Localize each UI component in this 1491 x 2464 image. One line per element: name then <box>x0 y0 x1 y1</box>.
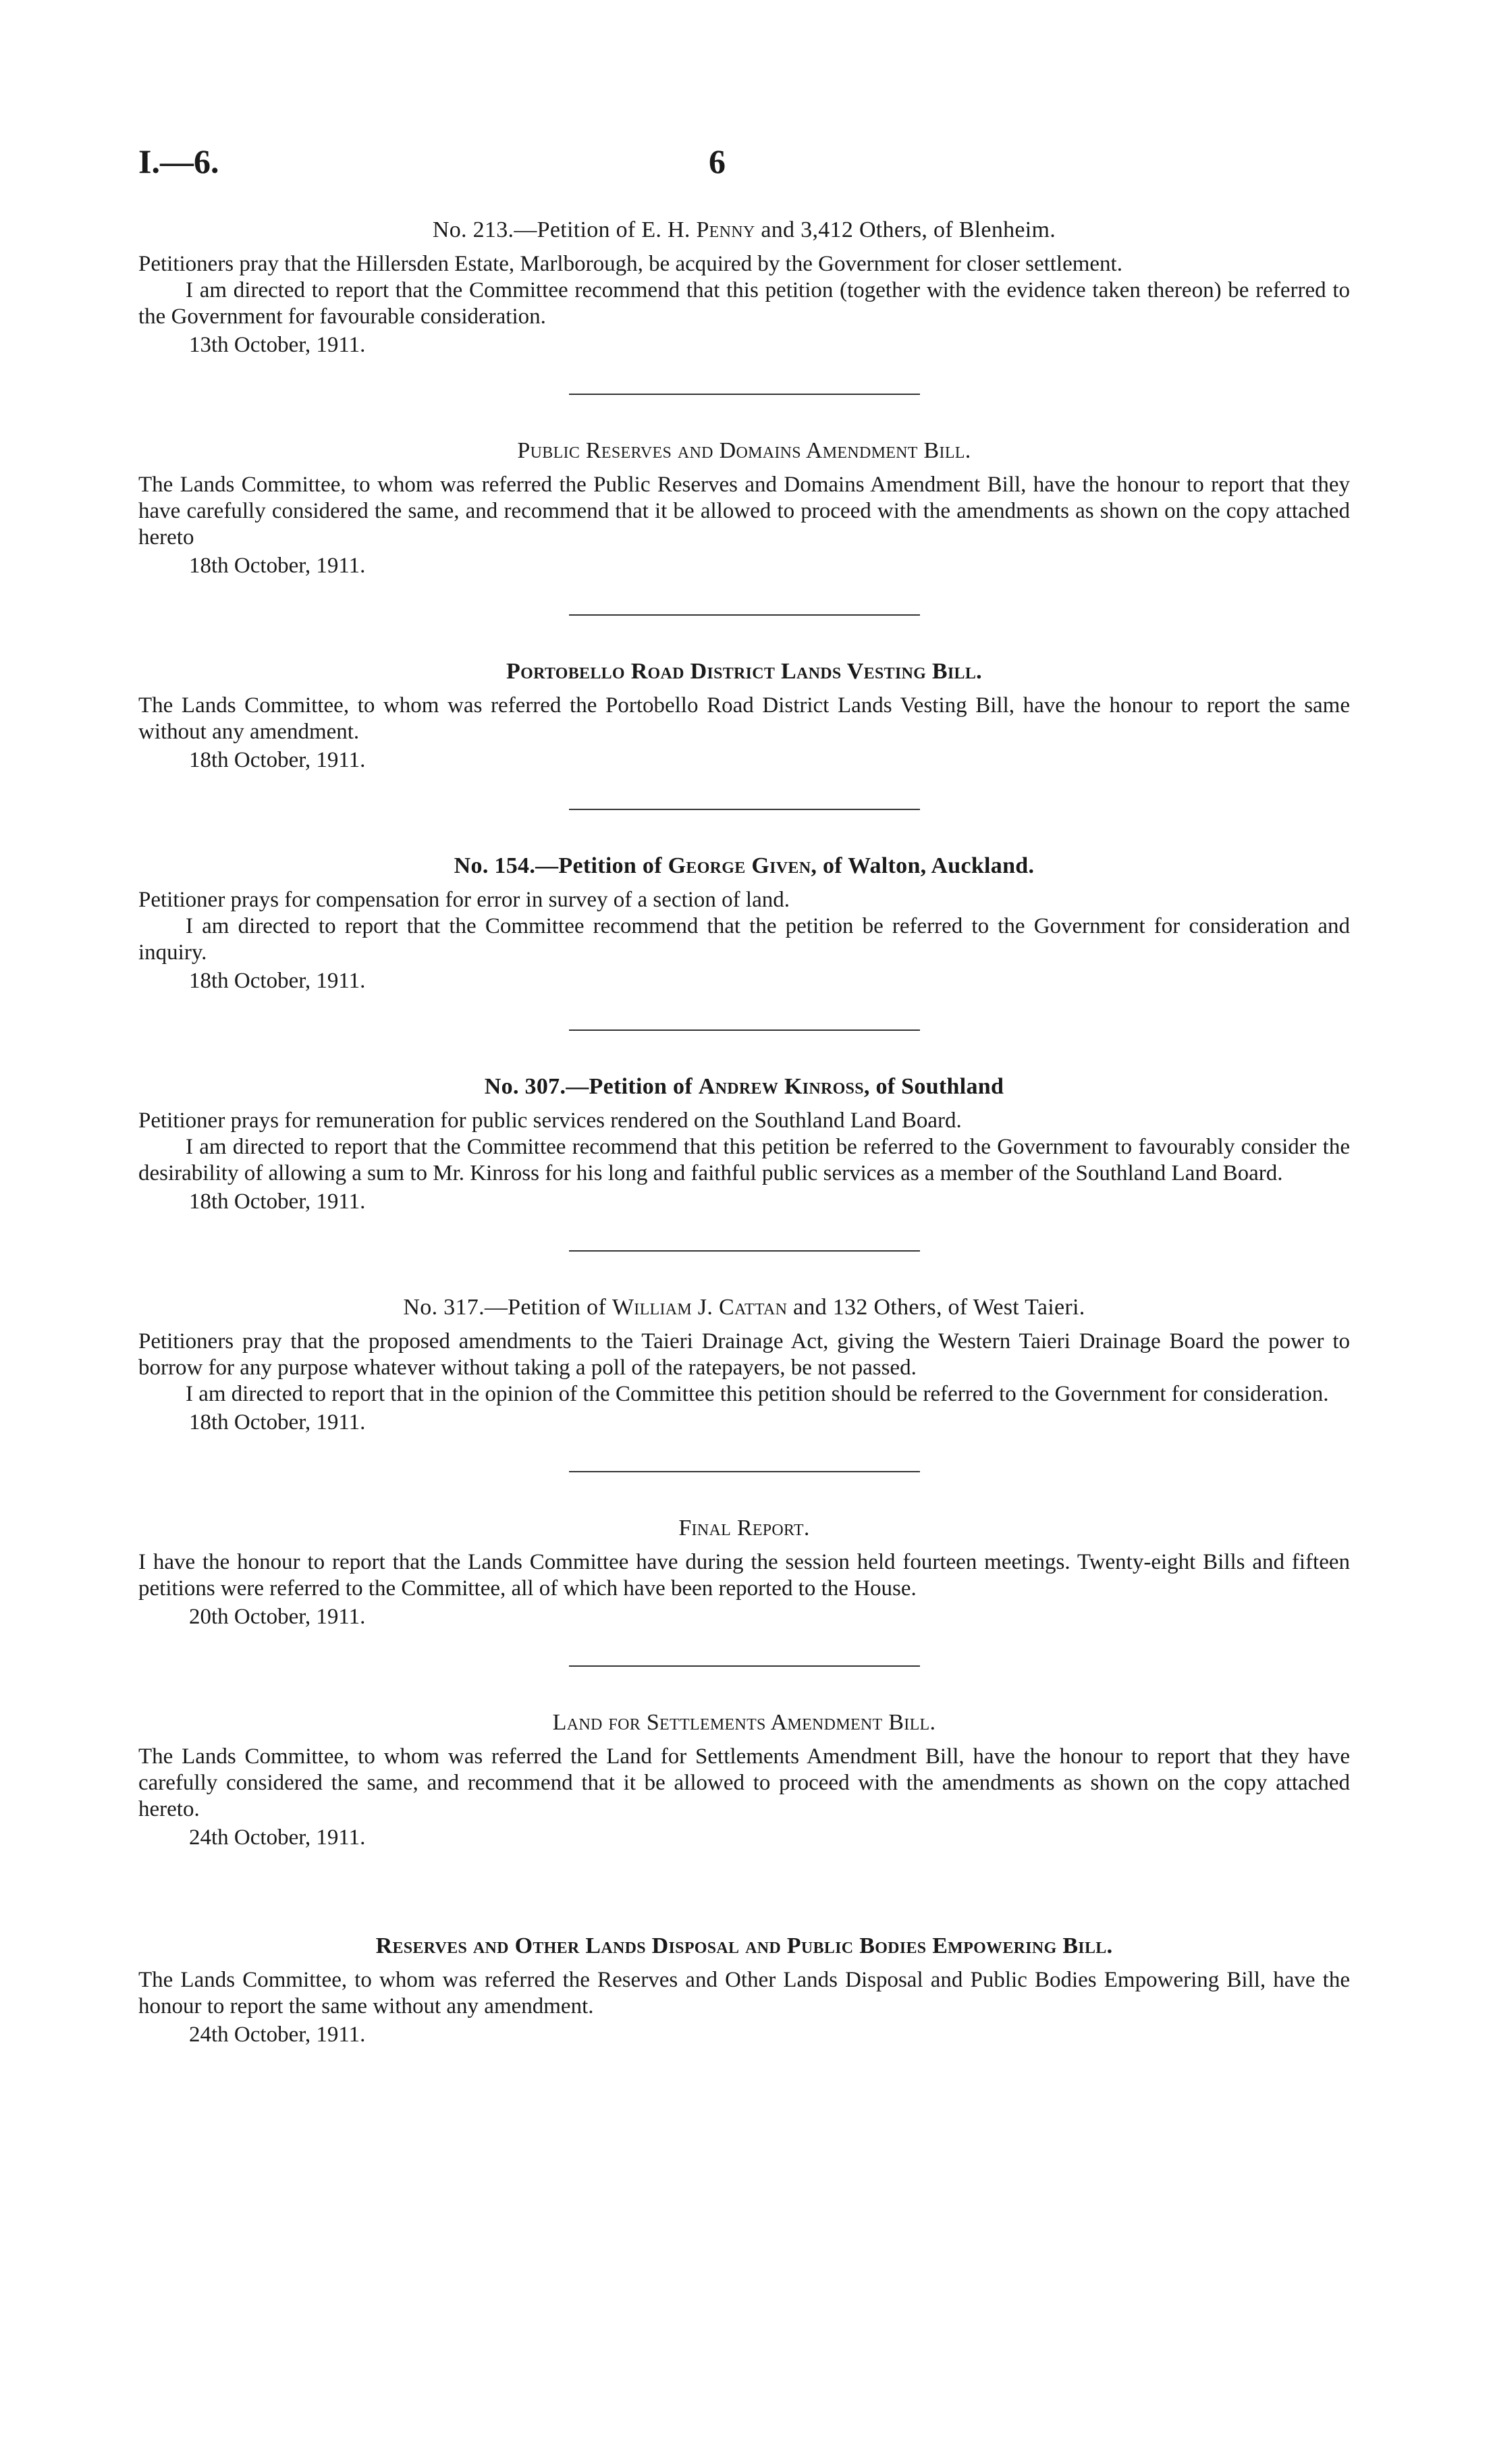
document-reference: I.—6. <box>138 142 219 180</box>
prayer-paragraph: Petitioner prays for remuneration for public services rendered on the Southland Land Board. <box>138 1108 962 1133</box>
petitioner-name: Andrew Kinross <box>698 1074 864 1099</box>
section-title: No. 317.—Petition of William J. Cattan and 132 Others, of West Taieri. <box>403 1295 1085 1320</box>
petition-154-section <box>138 852 1350 994</box>
section-title: Portobello Road District Lands Vesting Bill. <box>506 659 982 684</box>
report-date: 20th October, 1911. <box>189 1605 366 1629</box>
report-paragraph: The Lands Committee, to whom was referred the Public Reserves and Domains Amendment Bill, have the honour to report that they have carefully considered the same, and recommend that it be allowed to proceed with the amendments as shown on the copy attached hereto <box>138 473 1350 550</box>
section-divider <box>569 1029 920 1031</box>
report-date: 24th October, 1911. <box>189 1825 366 1850</box>
report-paragraph: I am directed to report that the Committee recommend that the petition be referred to the Government for consideration and inquiry. <box>138 914 1350 965</box>
report-paragraph: The Lands Committee, to whom was referred the Reserves and Other Lands Disposal and Public Bodies Empowering Bill, have the honour to report the same without any amendment. <box>138 1968 1350 2018</box>
page-header <box>138 142 1353 189</box>
report-date: 18th October, 1911. <box>189 969 366 993</box>
land-settlements-bill-section <box>138 1709 1350 1851</box>
prayer-paragraph: Petitioner prays for compensation for error in survey of a section of land. <box>138 888 790 912</box>
section-divider <box>569 614 920 616</box>
public-reserves-bill-section <box>138 437 1350 579</box>
section-title: No. 213.—Petition of E. H. Penny and 3,412 Others, of Blenheim. <box>432 217 1056 242</box>
report-date: 18th October, 1911. <box>189 1410 366 1435</box>
report-date: 18th October, 1911. <box>189 748 366 772</box>
petition-317-section <box>138 1293 1350 1436</box>
report-body <box>138 216 1350 2048</box>
reserves-disposal-bill-section <box>138 1932 1350 2048</box>
report-paragraph: I am directed to report that in the opinion of the Committee this petition should be referred to the Government for consideration. <box>186 1382 1329 1406</box>
report-paragraph: I am directed to report that the Committee recommend that this petition be referred to the Government to favourably consider the desirability of allowing a sum to Mr. Kinross for his long and faithful public services as a member of the Southland Land Board. <box>138 1135 1350 1185</box>
section-divider <box>569 1665 920 1667</box>
section-divider <box>569 1471 920 1472</box>
prayer-paragraph: Petitioners pray that the proposed amendments to the Taieri Drainage Act, giving the Western Taieri Drainage Board the power to borrow for any purpose whatever without taking a poll of the ratepayers, be not passed. <box>138 1329 1350 1380</box>
section-title: No. 307.—Petition of Andrew Kinross, of Southland <box>484 1074 1004 1099</box>
section-title: No. 154.—Petition of George Given, of Walton, Auckland. <box>454 853 1035 878</box>
report-paragraph: The Lands Committee, to whom was referred the Land for Settlements Amendment Bill, have the honour to report that they have carefully considered the same, and recommend that it be allowed to proceed with the amendments as shown on the copy attached hereto. <box>138 1744 1350 1821</box>
section-title: Land for Settlements Amendment Bill. <box>552 1710 936 1735</box>
report-date: 24th October, 1911. <box>189 2023 366 2047</box>
section-title: Final Report. <box>678 1516 810 1541</box>
spacer <box>138 1851 1350 1932</box>
report-date: 18th October, 1911. <box>189 1189 366 1214</box>
portobello-bill-section <box>138 658 1350 774</box>
petitioner-name: William J. Cattan <box>612 1295 788 1320</box>
petition-213-section <box>138 216 1350 358</box>
report-paragraph: The Lands Committee, to whom was referred the Portobello Road District Lands Vesting Bill, have the honour to report the same without any amendment. <box>138 693 1350 744</box>
prayer-paragraph: Petitioners pray that the Hillersden Estate, Marlborough, be acquired by the Government for closer settlement. <box>138 252 1122 276</box>
section-divider <box>569 394 920 395</box>
report-date: 13th October, 1911. <box>189 333 366 357</box>
section-divider <box>569 1250 920 1252</box>
section-divider <box>569 809 920 810</box>
petition-307-section <box>138 1073 1350 1215</box>
section-title: Public Reserves and Domains Amendment Bill. <box>517 438 971 463</box>
report-paragraph: I am directed to report that the Committee recommend that this petition (together with the evidence taken thereon) be referred to the Government for favourable consideration. <box>138 278 1350 329</box>
report-paragraph: I have the honour to report that the Lands Committee have during the session held fourteen meetings. Twenty-eight Bills and fifteen petitions were referred to the Committee, all of which have been reported to the House. <box>138 1550 1350 1601</box>
petitioner-name: E. H. Penny <box>641 217 755 242</box>
final-report-section <box>138 1514 1350 1630</box>
page-number: 6 <box>709 142 726 180</box>
petitioner-name: George Given <box>668 853 811 878</box>
report-date: 18th October, 1911. <box>189 554 366 578</box>
section-title: Reserves and Other Lands Disposal and Public Bodies Empowering Bill. <box>375 1933 1113 1958</box>
